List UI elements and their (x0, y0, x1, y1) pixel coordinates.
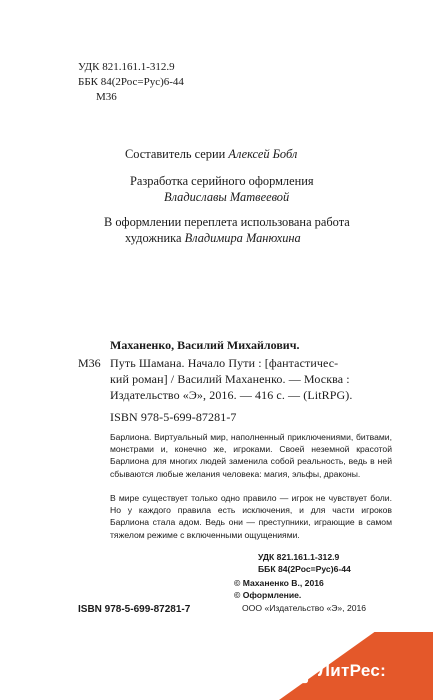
record-author: Маханенко, Василий Михайлович. (110, 338, 300, 352)
cover-artist-label: художника (125, 231, 185, 245)
series-design-line: Разработка серийного оформления (130, 174, 314, 188)
cover-artist-line (125, 230, 301, 246)
litres-logo-text: ЛитРес: (318, 661, 387, 680)
copyright-design: © Оформление. (234, 590, 302, 600)
udk-code: УДК 821.161.1-312.9 (78, 61, 175, 73)
annotation-paragraph-1: Барлиона. Виртуальный мир, наполненный приключениями, битвами, монстрами и, конечно же, игроками. Своей неземной красотой Барлиона для многих людей заменила собой реальность, ведь в ней сбываются любые желания человека: магия, эльфы, драконы. (110, 432, 392, 479)
bbk-code-small: ББК 84(2Рос=Рус)6-44 (258, 564, 351, 574)
series-designer-name (164, 189, 289, 205)
series-compiler-line (125, 146, 297, 162)
series-compiler-name: Алексей Бобл (228, 147, 298, 161)
record-line-3: Издательство «Э», 2016. — 416 с. — (LitRPG). (110, 388, 353, 402)
record-line-1: Путь Шамана. Начало Пути : [фантастичес- (110, 356, 339, 370)
copyright-publisher: ООО «Издательство «Э», 2016 (242, 603, 367, 613)
record-code: М36 (78, 356, 101, 370)
copyright-author: © Маханенко В., 2016 (234, 578, 324, 588)
cover-credit-line: В оформлении переплета использована работа (104, 215, 350, 229)
udk-code-small: УДК 821.161.1-312.9 (258, 552, 340, 562)
annotation-paragraph-2: В мире существует только одно правило — игрок не чувствует боли. Но у каждого правила есть исключения, и для части игроков Барлиона стала адом. Ведь они — преступники, играющие в самом тяжелом режиме с включенными ощущениями. (110, 493, 392, 540)
record-isbn: ISBN 978-5-699-87281-7 (110, 410, 237, 424)
record-line-2: кий роман] / Василий Маханенко. — Москва : (110, 372, 350, 386)
author-mark: М36 (96, 91, 117, 103)
book-icon (290, 662, 312, 684)
cover-artist-name: Владимира Манюхина (184, 231, 301, 245)
bbk-code: ББК 84(2Рос=Рус)6-44 (78, 76, 184, 88)
series-designer-name-text: Владиславы Матвеевой (164, 190, 290, 204)
footer-isbn: ISBN 978-5-699-87281-7 (78, 604, 191, 615)
series-compiler-label: Составитель серии (125, 147, 229, 161)
